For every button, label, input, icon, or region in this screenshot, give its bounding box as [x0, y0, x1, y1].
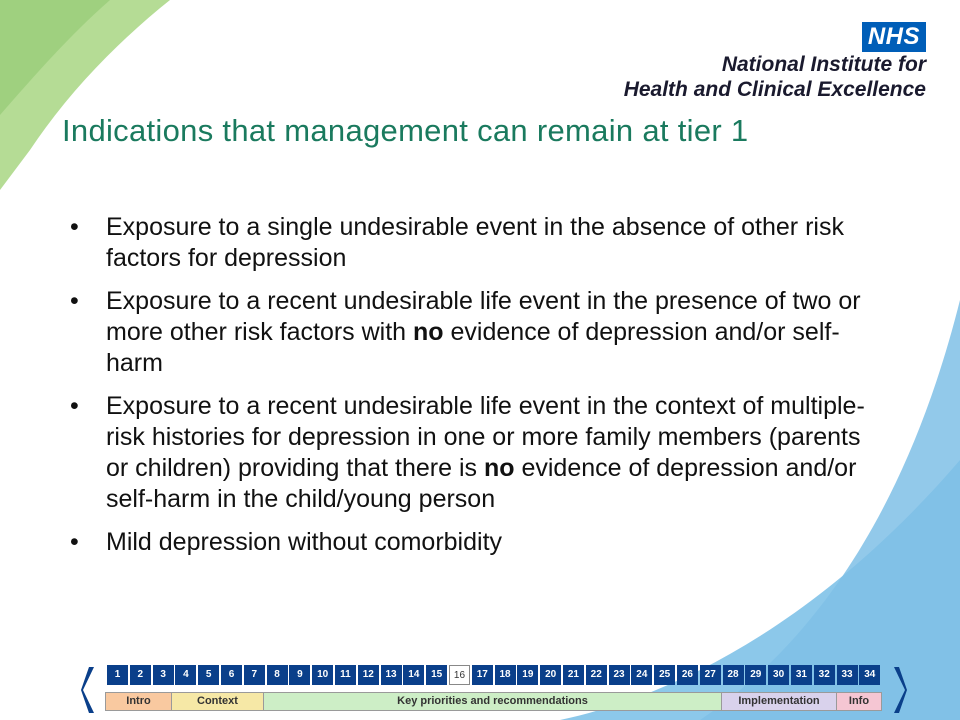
logo-line-2: Health and Clinical Excellence — [623, 78, 926, 101]
page-number-button[interactable]: 22 — [586, 665, 607, 685]
nhs-badge: NHS — [862, 22, 926, 52]
slide-navigation — [80, 660, 910, 716]
bullet-icon: • — [70, 392, 79, 420]
page-number-button[interactable]: 8 — [267, 665, 288, 685]
bullet-text: Exposure to a recent undesirable life event in the context of multiple-risk histories for depression in one or more family members (parents or children) providing that there is — [106, 392, 865, 482]
page-number-button[interactable]: 18 — [495, 665, 516, 685]
page-number-button[interactable]: 13 — [381, 665, 402, 685]
page-number-button[interactable]: 26 — [677, 665, 698, 685]
bullet-text-tail: evidence of depression and/or self-harm — [106, 318, 840, 377]
bullet-text: Mild depression without comorbidity — [106, 528, 503, 556]
page-number-button[interactable]: 30 — [768, 665, 789, 685]
page-number-button[interactable]: 17 — [472, 665, 493, 685]
page-number-button[interactable]: 15 — [426, 665, 447, 685]
page-number-button[interactable]: 7 — [244, 665, 265, 685]
section-bar — [105, 692, 882, 711]
page-number-current[interactable]: 16 — [449, 665, 470, 685]
page-number-button[interactable]: 23 — [609, 665, 630, 685]
bullet-text-tail: evidence of depression and/or self-harm in the child/young person — [106, 454, 857, 513]
page-number-button[interactable]: 20 — [540, 665, 561, 685]
bullet-list — [70, 212, 870, 570]
bullet-item — [70, 212, 870, 274]
section-intro[interactable]: Intro — [106, 693, 172, 710]
page-number-button[interactable]: 14 — [403, 665, 424, 685]
chevron-right-icon[interactable] — [892, 666, 908, 714]
section-implementation[interactable]: Implementation — [722, 693, 837, 710]
bullet-item — [70, 391, 870, 515]
section-context[interactable]: Context — [172, 693, 264, 710]
page-number-button[interactable]: 12 — [358, 665, 379, 685]
page-number-button[interactable]: 24 — [631, 665, 652, 685]
bullet-text: Exposure to a single undesirable event in the absence of other risk factors for depression — [106, 213, 844, 272]
page-number-button[interactable]: 2 — [130, 665, 151, 685]
page-number-button[interactable]: 3 — [153, 665, 174, 685]
page-number-button[interactable]: 28 — [723, 665, 744, 685]
page-number-button[interactable]: 5 — [198, 665, 219, 685]
bullet-emphasis: no — [413, 318, 444, 346]
nice-logo — [624, 22, 926, 102]
bullet-item — [70, 286, 870, 379]
bullet-icon: • — [70, 213, 79, 241]
bullet-item — [70, 527, 870, 558]
page-number-button[interactable]: 25 — [654, 665, 675, 685]
section-info[interactable]: Info — [837, 693, 881, 710]
section-key-priorities[interactable]: Key priorities and recommendations — [264, 693, 722, 710]
page-number-button[interactable]: 29 — [745, 665, 766, 685]
page-number-button[interactable]: 9 — [289, 665, 310, 685]
slide-title: Indications that management can remain at tier 1 — [62, 113, 749, 148]
page-number-button[interactable]: 11 — [335, 665, 356, 685]
page-number-button[interactable]: 19 — [517, 665, 538, 685]
bullet-icon: • — [70, 287, 79, 315]
page-number-button[interactable]: 27 — [700, 665, 721, 685]
chevron-left-icon[interactable] — [80, 666, 96, 714]
page-number-button[interactable]: 4 — [175, 665, 196, 685]
page-number-button[interactable]: 31 — [791, 665, 812, 685]
bullet-emphasis: no — [483, 454, 515, 482]
page-number-button[interactable]: 1 — [107, 665, 128, 685]
page-number-button[interactable]: 32 — [814, 665, 835, 685]
page-number-button[interactable]: 21 — [563, 665, 584, 685]
page-number-row — [107, 665, 882, 685]
page-number-button[interactable]: 6 — [221, 665, 242, 685]
logo-line-1: National Institute for — [721, 53, 926, 76]
page-number-button[interactable]: 10 — [312, 665, 333, 685]
page-number-button[interactable]: 33 — [837, 665, 858, 685]
bullet-icon: • — [70, 528, 79, 556]
bullet-text: Exposure to a recent undesirable life event in the presence of two or more other risk factors with — [106, 287, 861, 346]
page-number-button[interactable]: 34 — [859, 665, 880, 685]
